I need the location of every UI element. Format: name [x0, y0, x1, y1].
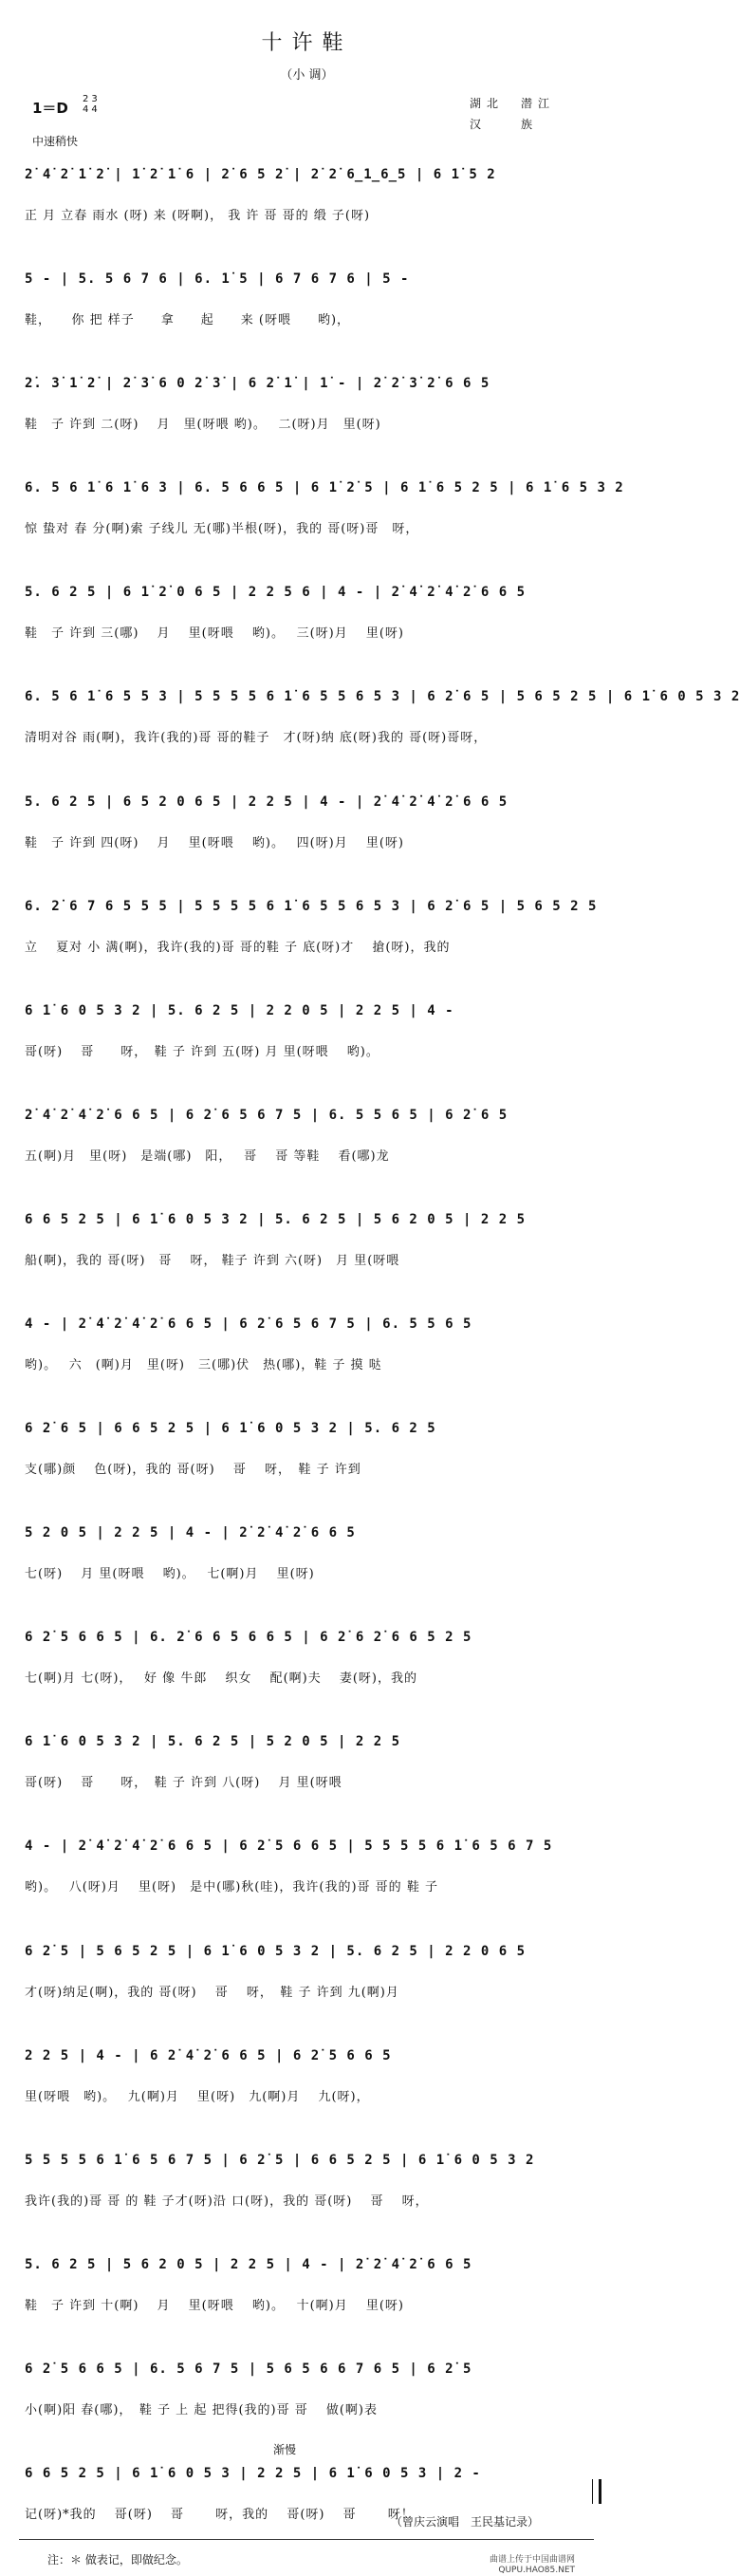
source-credit: （曾庆云演唱 王民基记录）: [391, 2515, 540, 2529]
credit-region: 湖北 潜江: [470, 97, 556, 110]
lyric-row: 才(呀)纳足(啊)，我的 哥(呀) 哥 呀， 鞋 子 许到 九(啊)月: [25, 1986, 399, 2000]
meter-denominator-2: 4: [91, 104, 98, 115]
notation-row: 2̇. 3̇ 1̇ 2̇ | 2̇ 3̇ 6 0 2̇ 3̇ | 6 2̇ 1̇ | 1̇ - | 2̇ 2̇ 3̇ 2̇ 6 6 5: [25, 376, 490, 391]
score-line: [25, 1944, 594, 2012]
score-line: [25, 1839, 594, 1907]
score-line: [25, 1421, 594, 1489]
key-signature: 1＝D: [32, 100, 68, 117]
lyric-row: 记(呀)*我的 哥(呀) 哥 呀，我的 哥(呀) 哥 呀！: [25, 2508, 415, 2522]
score-line: [25, 689, 740, 757]
watermark-line-2: QUPU.HAO85.NET: [498, 2566, 576, 2575]
score-line: [25, 2153, 594, 2221]
lyric-row: 里(呀喂 哟)。 九(啊)月 里(呀) 九(啊)月 九(呀)，: [25, 2090, 370, 2104]
notation-row: 6 2̇ 5 6 6 5 | 6. 5 6 7 5 | 5 6 5 6 6 7 6 5 | 6 2̇ 5: [25, 2361, 472, 2377]
score-line: [25, 1525, 594, 1594]
watermark-line-1: 曲谱上传于中国曲谱网: [490, 2555, 576, 2565]
score-line: [25, 1630, 594, 1698]
notation-row: 5 2 0 5 | 2 2 5 | 4 - | 2̇ 2̇ 4̇ 2̇ 6 6 5: [25, 1525, 356, 1540]
slowing-marking: 渐慢: [273, 2443, 297, 2456]
meter-denominator-1: 4: [83, 104, 89, 115]
notation-row: 6 2̇ 6 5 | 6 6 5 2 5 | 6 1̇ 6 0 5 3 2 | 5. 6 2 5: [25, 1421, 436, 1436]
notation-row: 5. 6 2 5 | 6 5 2 0 6 5 | 2 2 5 | 4 - | 2̇ 4̇ 2̇ 4̇ 2̇ 6 6 5: [25, 794, 509, 810]
notation-row: 2̇ 4̇ 2̇ 4̇ 2̇ 6 6 5 | 6 2̇ 6 5 6 7 5 | 6. 5 5 6 5 | 6 2̇ 6 5: [25, 1108, 509, 1123]
score-line: [25, 271, 594, 340]
lyric-row: 正 月 立春 雨水 (呀) 来 (呀啊)， 我 许 哥 哥的 缎 子(呀): [25, 209, 371, 223]
lyric-row: 清明对谷 雨(啊)，我许(我的)哥 哥的鞋子 才(呀)纳 底(呀)我的 哥(呀)哥呀，: [25, 731, 488, 745]
notation-row: 6. 5 6 1̇ 6 5 5 3 | 5 5 5 5 6 1̇ 6 5 5 6 5 3 | 6 2̇ 6 5 | 5 6 5 2 5 | 6 1̇ 6 0 5 3 2: [25, 689, 740, 704]
score-line: [25, 480, 624, 549]
meter-numerator-2: 3: [91, 94, 98, 104]
lyric-row: 鞋 子 许到 四(呀) 月 里(呀喂 哟)。 四(呀)月 里(呀): [25, 836, 405, 850]
score-line: [25, 2361, 594, 2430]
lyric-row: 哟)。 八(呀)月 里(呀) 是中(哪)秋(哇)，我许(我的)哥 哥的 鞋 子: [25, 1880, 438, 1895]
lyric-row: 哥(呀) 哥 呀， 鞋 子 许到 五(呀) 月 里(呀喂 哟)。: [25, 1045, 379, 1059]
footnote: 注：＊ 做表记，即做纪念。: [47, 2553, 188, 2567]
lyric-row: 惊 蛰对 春 分(啊)索 子线儿 无(哪)半根(呀)，我的 哥(呀)哥 呀，: [25, 522, 419, 536]
notation-row: 5 - | 5. 5 6 7 6 | 6. 1̇ 5 | 6 7 6 7 6 | 5 -: [25, 271, 410, 287]
lyric-row: 五(啊)月 里(呀) 是端(哪) 阳， 哥 哥 等鞋 看(哪)龙: [25, 1149, 390, 1164]
score-line: [25, 1734, 594, 1802]
lyric-row: 七(呀) 月 里(呀喂 哟)。 七(啊)月 里(呀): [25, 1567, 315, 1581]
lyric-row: 七(啊)月 七(呀)， 好 像 牛郎 织女 配(啊)夫 妻(呀)，我的: [25, 1671, 418, 1686]
lyric-row: 立 夏对 小 满(啊)，我许(我的)哥 哥的鞋 子 底(呀)才 搶(呀)，我的: [25, 941, 451, 955]
score-line: [25, 1003, 594, 1072]
footnote-divider: [19, 2539, 594, 2540]
notation-row: 6 2̇ 5 6 6 5 | 6. 2̇ 6 6 5 6 6 5 | 6 2̇ 6 2̇ 6 6 5 2 5: [25, 1630, 472, 1645]
notation-row: 4 - | 2̇ 4̇ 2̇ 4̇ 2̇ 6 6 5 | 6 2̇ 5 6 6 5 | 5 5 5 5 6 1̇ 6 5 6 7 5: [25, 1839, 553, 1854]
tempo-marking: 中速稍快: [32, 135, 79, 148]
lyric-row: 小(啊)阳 春(哪)， 鞋 子 上 起 把得(我的)哥 哥 做(啊)表: [25, 2403, 379, 2417]
credit-ethnicity: 汉 族: [470, 118, 539, 131]
notation-row: 6 2̇ 5 | 5 6 5 2 5 | 6 1̇ 6 0 5 3 2 | 5. 6 2 5 | 2 2 0 6 5: [25, 1944, 527, 1959]
notation-row: 6 6 5 2 5 | 6 1̇ 6 0 5 3 | 2 2 5 | 6 1̇ 6 0 5 3 | 2 -: [25, 2466, 481, 2481]
notation-row: 5. 6 2 5 | 5 6 2 0 5 | 2 2 5 | 4 - | 2̇ 2̇ 4̇ 2̇ 6 6 5: [25, 2257, 472, 2272]
score-line: [25, 585, 594, 653]
score-line: [25, 794, 594, 863]
song-subtitle: （小 调）: [280, 68, 334, 83]
score-line: [25, 2048, 594, 2117]
score-line: [25, 167, 594, 235]
score-line: [25, 2257, 594, 2325]
lyric-row: 我许(我的)哥 哥 的 鞋 子才(呀)沿 口(呀)，我的 哥(呀) 哥 呀，: [25, 2194, 429, 2209]
notation-row: 6 1̇ 6 0 5 3 2 | 5. 6 2 5 | 2 2 0 5 | 2 2 5 | 4 -: [25, 1003, 454, 1018]
score-line: [25, 1212, 594, 1280]
song-title: 十许鞋: [261, 31, 353, 55]
lyric-row: 船(啊)，我的 哥(呀) 哥 呀， 鞋子 许到 六(呀) 月 里(呀喂: [25, 1254, 400, 1268]
lyric-row: 鞋 子 许到 二(呀) 月 里(呀喂 哟)。 二(呀)月 里(呀): [25, 418, 381, 432]
meter-numerator-1: 2: [83, 94, 89, 104]
score-line: [25, 899, 598, 967]
notation-row: 4 - | 2̇ 4̇ 2̇ 4̇ 2̇ 6 6 5 | 6 2̇ 6 5 6 7 5 | 6. 5 5 6 5: [25, 1316, 472, 1332]
notation-row: 6 1̇ 6 0 5 3 2 | 5. 6 2 5 | 5 2 0 5 | 2 2 5: [25, 1734, 401, 1749]
final-barline: [592, 2479, 601, 2504]
lyric-row: 哟)。 六 (啊)月 里(呀) 三(哪)伏 热(哪)，鞋 子 摸 哒: [25, 1358, 382, 1372]
notation-row: 2̇ 4̇ 2̇ 1̇ 2̇ | 1̇ 2̇ 1̇ 6 | 2̇ 6 5 2̇ | 2̇ 2̇ 6̲1̲6̲5 | 6 1̇ 5 2: [25, 167, 496, 182]
lyric-row: 鞋 子 许到 十(啊) 月 里(呀喂 哟)。 十(啊)月 里(呀): [25, 2299, 405, 2313]
notation-row: 6. 2̇ 6 7 6 5 5 5 | 5 5 5 5 6 1̇ 6 5 5 6 5 3 | 6 2̇ 6 5 | 5 6 5 2 5: [25, 899, 598, 914]
time-signature: [83, 94, 98, 115]
watermark: [490, 2555, 575, 2576]
notation-row: 5. 6 2 5 | 6 1̇ 2̇ 0 6 5 | 2 2 5 6 | 4 - | 2̇ 4̇ 2̇ 4̇ 2̇ 6 6 5: [25, 585, 527, 600]
notation-row: 6 6 5 2 5 | 6 1̇ 6 0 5 3 2 | 5. 6 2 5 | 5 6 2 0 5 | 2 2 5: [25, 1212, 527, 1227]
notation-row: 2 2 5 | 4 - | 6 2̇ 4̇ 2̇ 6 6 5 | 6 2̇ 5 6 6 5: [25, 2048, 392, 2063]
lyric-row: 鞋 子 许到 三(哪) 月 里(呀喂 哟)。 三(呀)月 里(呀): [25, 626, 405, 641]
notation-row: 5 5 5 5 6 1̇ 6 5 6 7 5 | 6 2̇ 5 | 6 6 5 2 5 | 6 1̇ 6 0 5 3 2: [25, 2153, 535, 2168]
lyric-row: 支(哪)颜 色(呀)，我的 哥(呀) 哥 呀， 鞋 子 许到: [25, 1463, 361, 1477]
notation-row: 6. 5 6 1̇ 6 1̇ 6 3 | 6. 5 6 6 5 | 6 1̇ 2̇ 5 | 6 1̇ 6 5 2 5 | 6 1̇ 6 5 3 2: [25, 480, 624, 495]
score-line: [25, 1316, 594, 1385]
lyric-row: 鞋， 你 把 样子 拿 起 来 (呀喂 哟)，: [25, 313, 351, 327]
score-line: [25, 376, 594, 444]
lyric-row: 哥(呀) 哥 呀， 鞋 子 许到 八(呀) 月 里(呀喂: [25, 1776, 342, 1790]
score-line: [25, 1108, 594, 1176]
